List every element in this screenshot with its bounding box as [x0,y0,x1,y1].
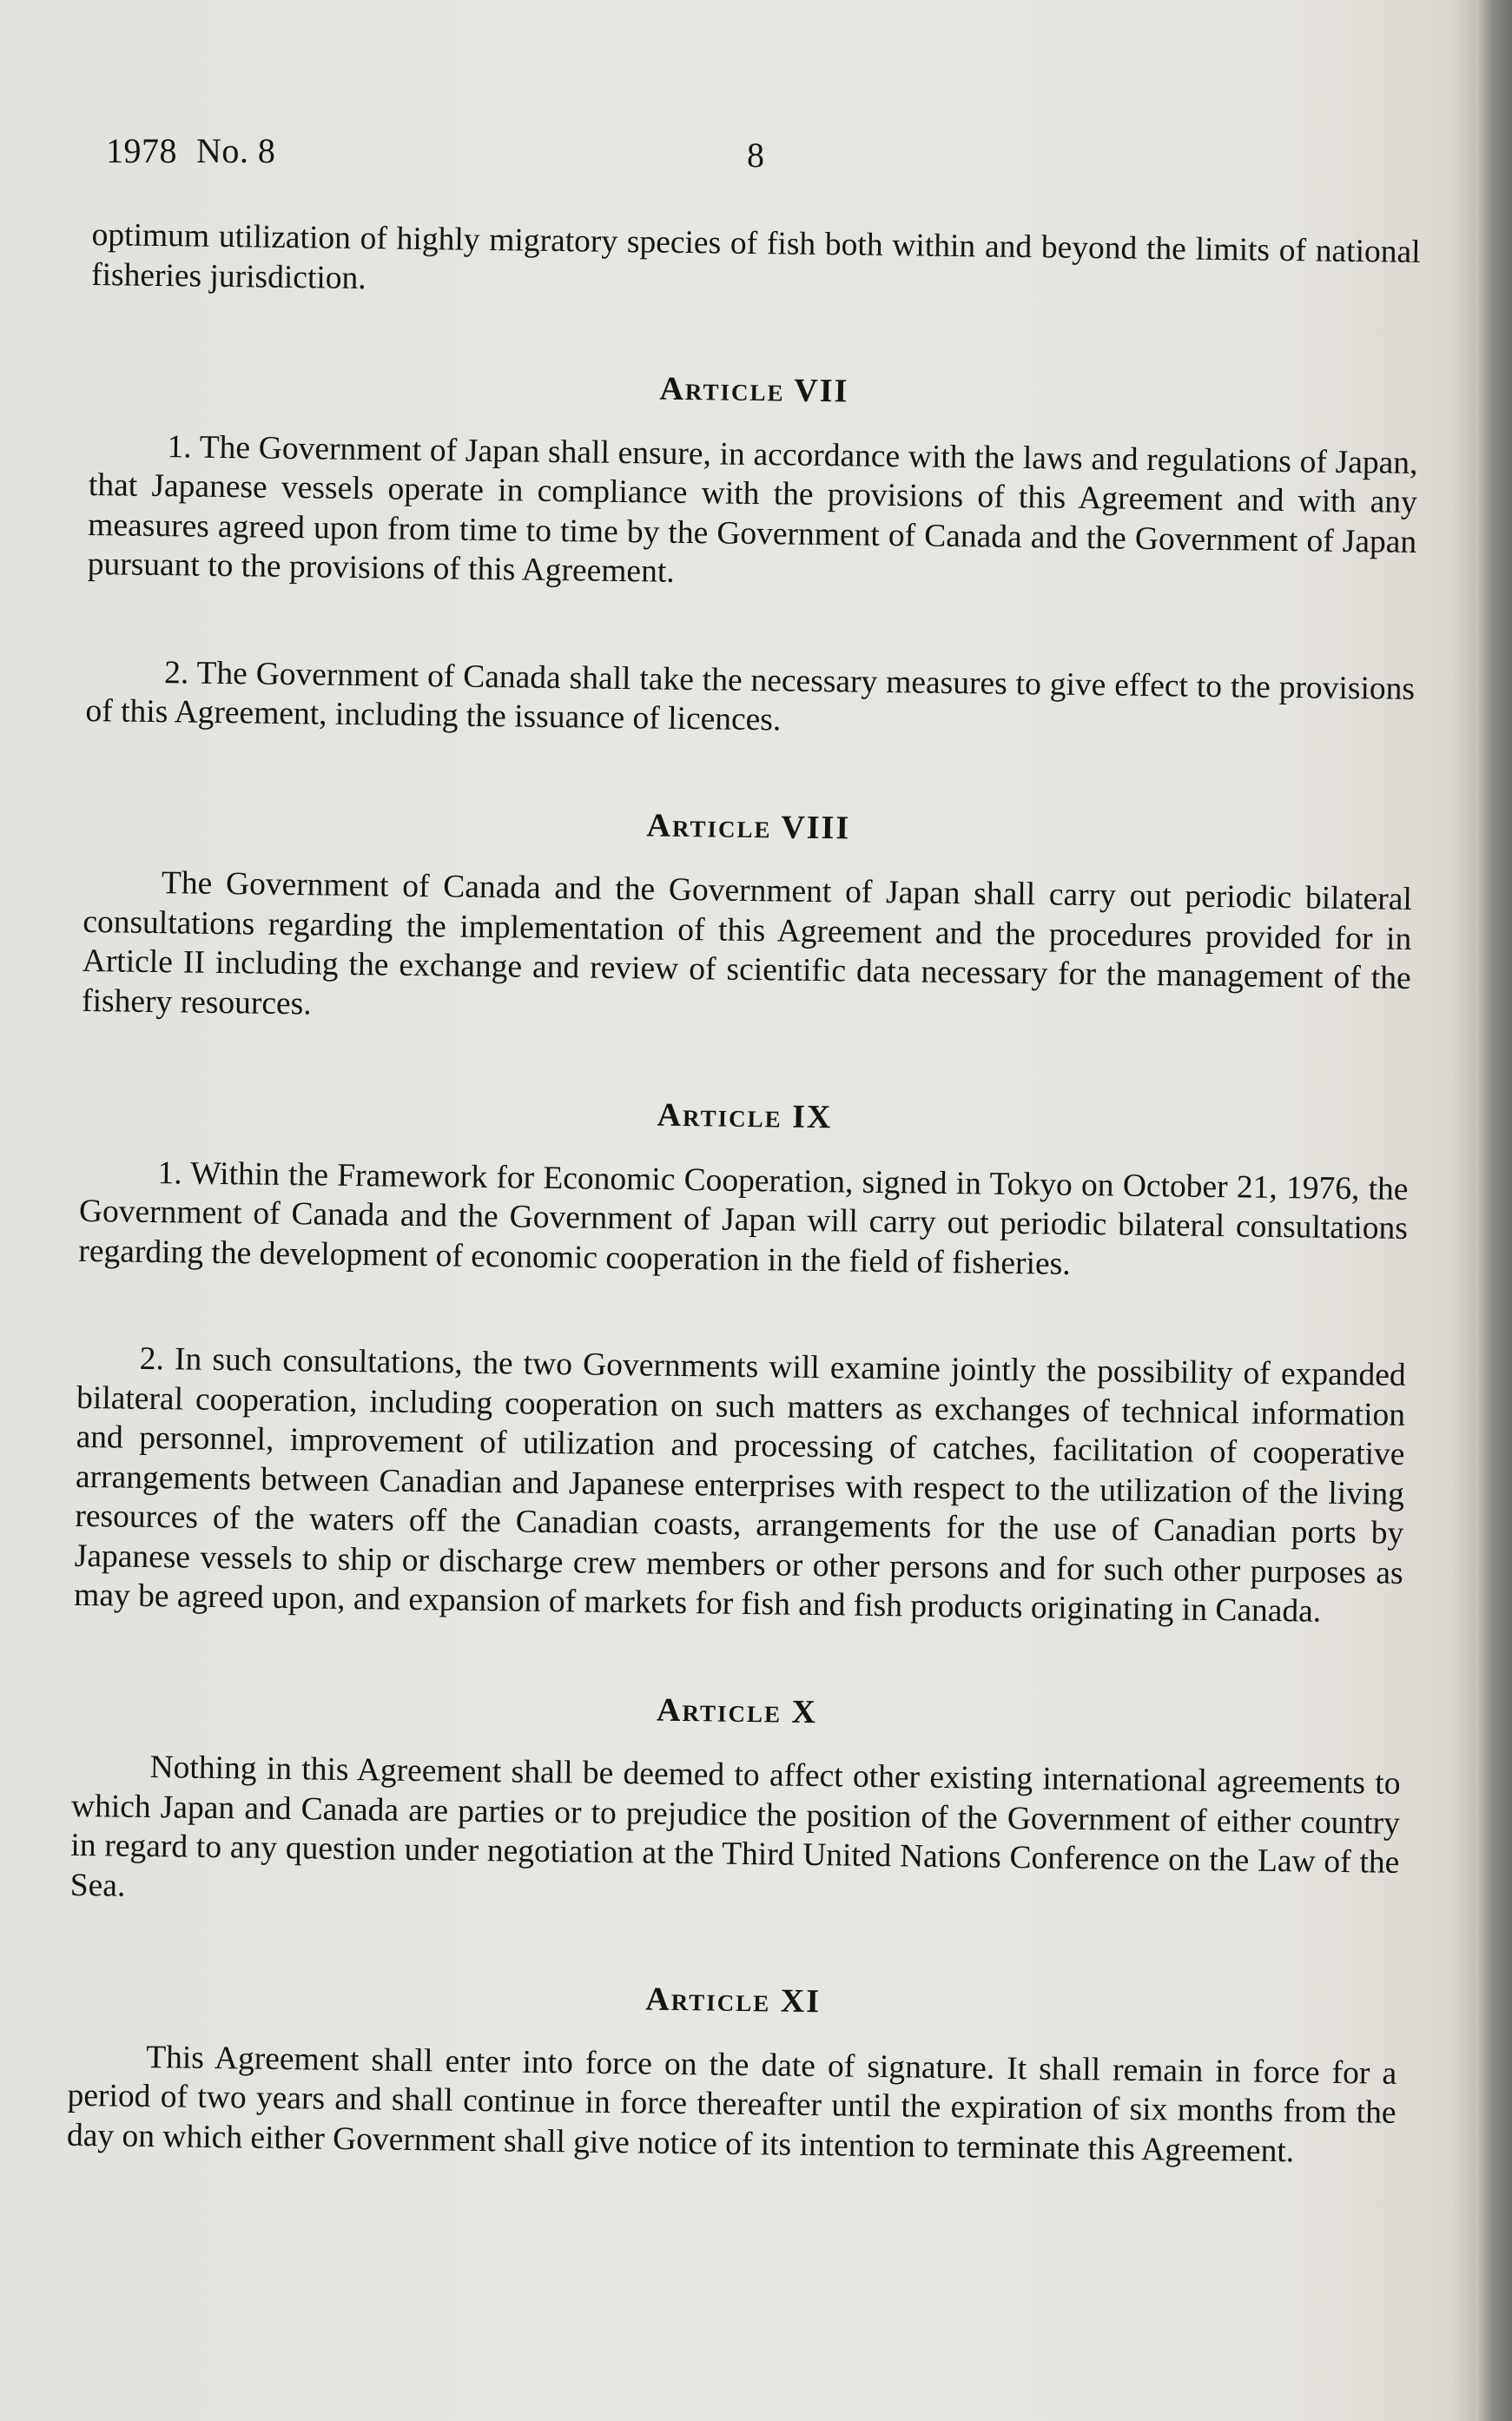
book-spine-shadow [1476,0,1512,2421]
header-year: 1978 [106,131,177,170]
article-xi-paragraph: This Agreement shall enter into force on the date of signature. It shall remain in force for a period of two years and shall continue in force thereafter until the expiration of six months from the day on which either Government shall give notice of its intention to terminate this Agreement. [66,2039,1397,2169]
article-vii-paragraph-2: 2. The Government of Canada shall take the necessary measures to give effect to the provisions of this Agreement, including the issuance of licences. [85,654,1416,738]
article-ix-heading: Article IX [657,1096,833,1136]
intro-paragraph: optimum utilization of highly migratory species of fish both within and beyond the limits of national fisheries jurisdiction. [90,216,1421,296]
article-ix-paragraph-2: 2. In such consultations, the two Governments will examine jointly the possibility of expanded bilateral cooperation, including cooperation on such matters as exchanges of technical information and personnel, improvement of utilization and processing of catches, facilitation of cooperative arrangements between Canadian and Japanese enterprises with respect to the utilization of the living resources of the waters off the Canadian coasts, arrangements for the use of Canadian ports by Japanese vessels to ship or discharge crew members or other persons and for such other purposes as may be agreed upon, and expansion of markets for fish and fish products originating in Canada. [73,1340,1406,1630]
page-number: 8 [747,136,764,175]
article-ix-paragraph-1: 1. Within the Framework for Economic Cooperation, signed in Tokyo on October 21, 1976, the Government of Canada and the Government of Japan will carry out periodic bilateral consultations regarding the development of economic cooperation in the field of fisheries. [78,1154,1409,1282]
document-body [67,215,1421,2173]
article-x-heading: Article X [656,1691,818,1730]
article-vii-heading: Article VII [659,370,849,410]
article-x-paragraph: Nothing in this Agreement shall be deemed to affect other existing international agreements to which Japan and Canada are parties or to prejudice the position of the Government of either country in regard to any question under negotiation at the Third United Nations Conference on the Law of the Sea. [69,1750,1401,1904]
article-vii-paragraph-1: 1. The Government of Japan shall ensure, in accordance with the laws and regulations of Japan, that Japanese vessels operate in compliance with the provisions of this Agreement and with any measures agreed upon from time to time by the Government of Canada and the Government of Japan pursuant to the provisions of this Agreement. [87,428,1418,590]
page-header [106,130,275,171]
article-viii-paragraph: The Government of Canada and the Government of Japan shall carry out periodic bilateral consultations regarding the implementation of this Agreement and the procedures provided for in Article II including the exchange and review of scientific data necessary for the management of the fishery resources. [81,865,1413,1022]
article-viii-heading: Article VIII [646,806,851,846]
header-number: No. 8 [196,131,276,170]
article-xi-heading: Article XI [645,1981,822,2021]
